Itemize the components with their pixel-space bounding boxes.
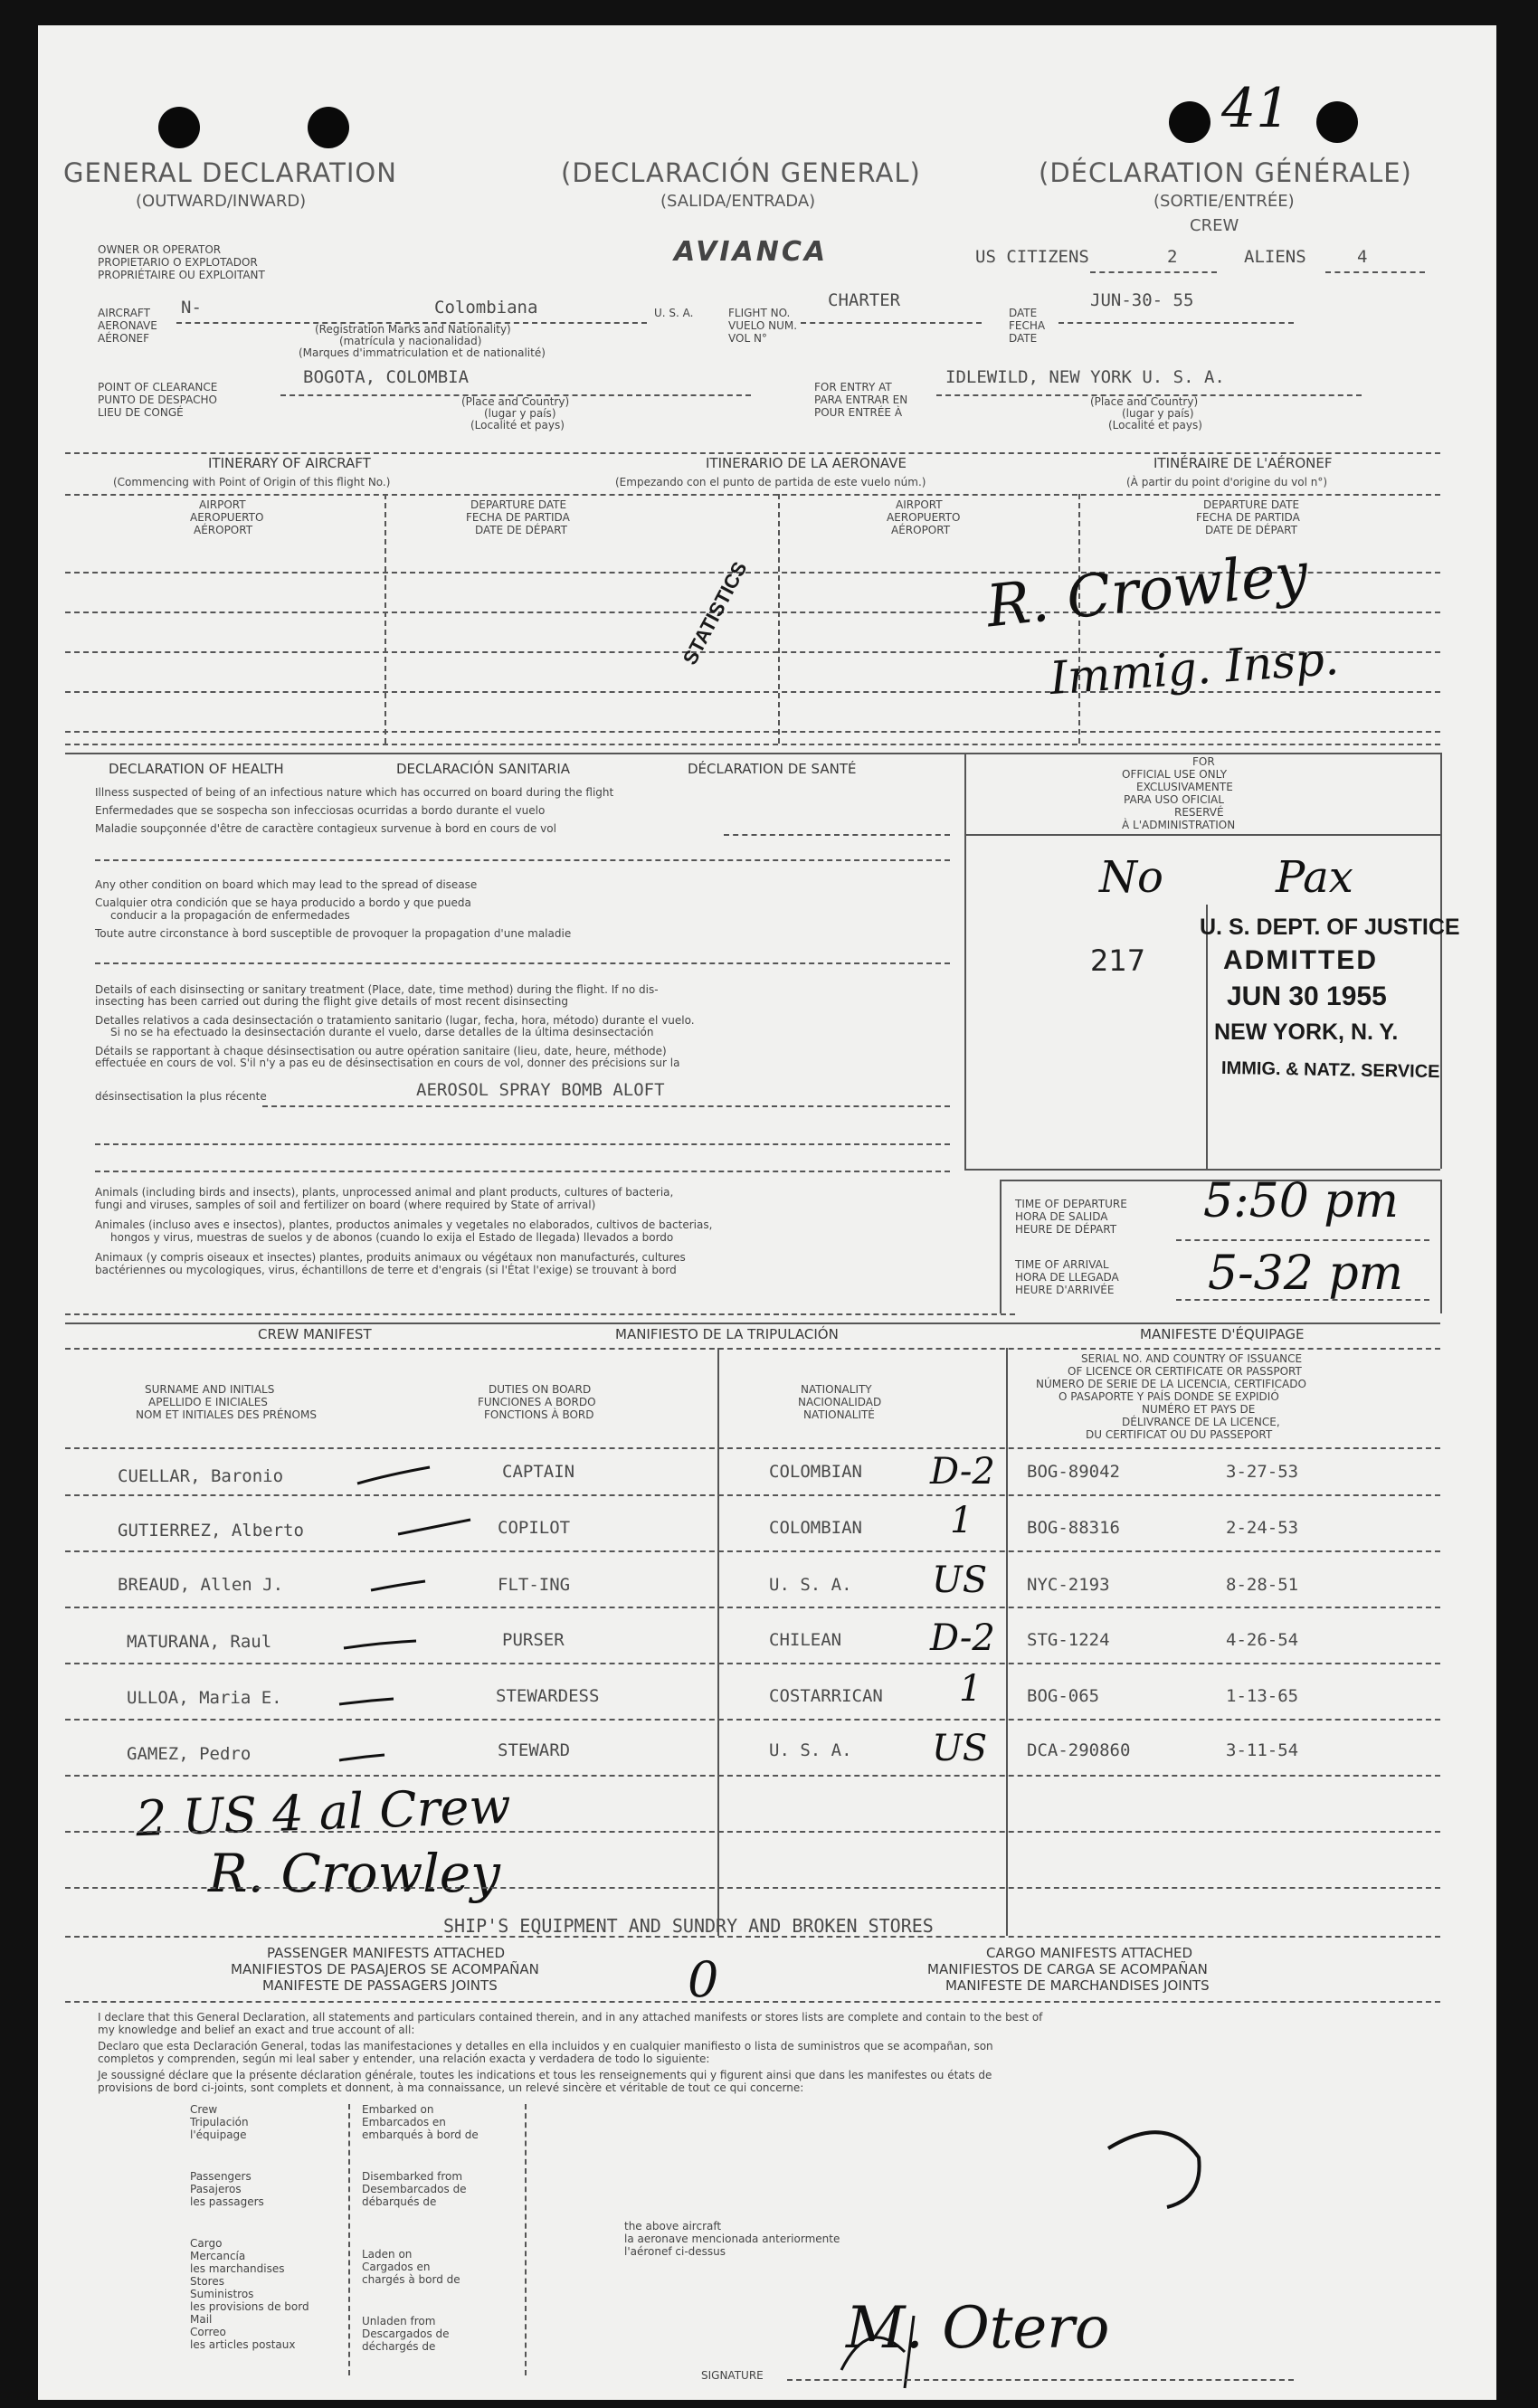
operator-label-es: PROPIETARIO O EXPLOTADOR <box>98 256 258 269</box>
crew-mark: 1 <box>950 1500 973 1541</box>
itin-airport-3: AÉROPORT <box>194 524 253 536</box>
aircraft-registration: Colombiana <box>434 298 538 318</box>
pax-label-3: MANIFESTE DE PASSAGERS JOINTS <box>262 1977 498 1994</box>
reg-note-fr: (Marques d'immatriculation et de nationalité) <box>299 346 546 359</box>
flight-value: CHARTER <box>828 290 901 310</box>
stamp-date: JUN 30 1955 <box>1227 981 1387 1011</box>
col-name-3: NOM ET INITIALES DES PRÉNOMS <box>136 1408 317 1421</box>
crew-licence-date: 3-11-54 <box>1226 1740 1299 1760</box>
itinerary-note-en: (Commencing with Point of Origin of this flight No.) <box>113 476 391 488</box>
crew-licence: BOG-89042 <box>1027 1462 1120 1482</box>
subtitle-en: (OUTWARD/INWARD) <box>136 192 307 211</box>
other-fr: Toute autre circonstance à bord susceptible de provoquer la propagation d'une maladie <box>95 927 572 940</box>
itinerary-title-fr: ITINÉRAIRE DE L'AÉRONEF <box>1154 455 1333 471</box>
official-line-6: À L'ADMINISTRATION <box>1122 819 1236 831</box>
crew-mark: D-2 <box>930 1451 995 1493</box>
decl-en2: my knowledge and belief an exact and true account of all: <box>98 2024 415 2036</box>
health-title-es: DECLARACIÓN SANITARIA <box>396 761 571 777</box>
itinerary-note-es: (Empezando con el punto de partida de este vuelo núm.) <box>615 476 926 488</box>
clearance-label-fr: LIEU DE CONGÉ <box>98 406 184 419</box>
clearance-place-note-es: (lugar y país) <box>484 407 556 420</box>
crew-nationality: COLOMBIAN <box>769 1462 862 1482</box>
cargo-label-2: MANIFIESTOS DE CARGA SE ACOMPAÑAN <box>927 1961 1208 1977</box>
decl-es: Declaro que esta Declaración General, todas las manifestaciones y detalles en ella incluidos y en cualquier manifiesto o lista de suministros que se acompañan, son <box>98 2040 993 2052</box>
col-duty-3: FONCTIONS À BORD <box>484 1408 594 1421</box>
dis-fr: Détails se rapportant à chaque désinsectisation ou autre opération sanitaire (lieu, date, heure, méthode) <box>95 1045 667 1057</box>
title-en: GENERAL DECLARATION <box>63 157 397 188</box>
decl-aircraft-2: la aeronave mencionada anteriormente <box>624 2233 840 2245</box>
dep-label-3: HEURE DE DÉPART <box>1015 1223 1117 1236</box>
decl-fr: Je soussigné déclare que la présente déclaration générale, toutes les indications et tous les renseignements qui y figurent ainsi que dans les manifestes ou états de <box>98 2069 992 2081</box>
entry-place-note-es: (lugar y país) <box>1122 407 1194 420</box>
dis-es2: Si no se ha efectuado la desinsectación durante el vuelo, darse detalles de la última desinsectación <box>110 1026 654 1038</box>
clearance-place-note-en: (Place and Country) <box>461 395 570 408</box>
date-value: JUN-30- 55 <box>1090 290 1194 310</box>
us-citizens-label: US CITIZENS <box>975 247 1089 267</box>
decl-aircraft-3: l'aéronef ci-dessus <box>624 2245 726 2258</box>
crew-nationality: COLOMBIAN <box>769 1518 862 1538</box>
illness-en: Illness suspected of being of an infectious nature which has occurred on board during the flight <box>95 786 614 799</box>
crew-mark: D-2 <box>930 1617 995 1659</box>
crew-nationality: U. S. A. <box>769 1575 852 1595</box>
animals-es: Animales (incluso aves e insectos), plantes, productos animales y vegetales no elaborados, cultivos de bacterias, <box>95 1218 713 1231</box>
official-pax: Pax <box>1276 852 1353 903</box>
arrival-time: 5-32 pm <box>1208 1247 1403 1301</box>
crew-nationality: CHILEAN <box>769 1630 842 1650</box>
flight-label-fr: VOL N° <box>728 332 767 345</box>
aliens-value: 4 <box>1357 247 1368 267</box>
cargo-label-3: MANIFESTE DE MARCHANDISES JOINTS <box>945 1977 1210 1994</box>
us-citizens-value: 2 <box>1167 247 1178 267</box>
inspector-title-signature: Immig. Insp. <box>1048 631 1341 706</box>
official-line-1: FOR <box>1192 755 1215 768</box>
arr-label-1: TIME OF ARRIVAL <box>1015 1258 1109 1271</box>
crew-name: BREAUD, Allen J. <box>118 1575 284 1595</box>
dis-es: Detalles relativos a cada desinsectación o tratamiento sanitario (lugar, fecha, hora, método) durante el vuelo. <box>95 1014 695 1027</box>
reg-note-en: (Registration Marks and Nationality) <box>315 323 511 336</box>
crew-licence-date: 4-26-54 <box>1226 1630 1299 1650</box>
clearance-label-en: POINT OF CLEARANCE <box>98 381 218 393</box>
dep-label-2: HORA DE SALIDA <box>1015 1210 1108 1223</box>
aircraft-label-fr: AÉRONEF <box>98 332 150 345</box>
crew-nationality: COSTARRICAN <box>769 1686 883 1706</box>
col-nat-2: NACIONALIDAD <box>798 1396 882 1408</box>
official-no: No <box>1099 852 1163 903</box>
dep-label-1: TIME OF DEPARTURE <box>1015 1198 1127 1210</box>
itin-departure-b-1: DEPARTURE DATE <box>1203 498 1300 511</box>
entry-label-es: PARA ENTRAR EN <box>814 393 908 406</box>
itin-airport-b-1: AIRPORT <box>896 498 943 511</box>
itin-departure-b-2: FECHA DE PARTIDA <box>1196 511 1300 524</box>
flight-label-es: VUELO NUM. <box>728 319 798 332</box>
signature-label: SIGNATURE <box>701 2369 764 2382</box>
crew-licence-date: 8-28-51 <box>1226 1575 1299 1595</box>
pax-label-1: PASSENGER MANIFESTS ATTACHED <box>267 1945 506 1961</box>
col-lic-4: O PASAPORTE Y PAÍS DONDE SE EXPIDIÓ <box>1059 1390 1279 1403</box>
animals-en2: fungi and viruses, samples of soil and fertilizer on board (where required by State of arrival) <box>95 1199 596 1211</box>
statistics-stamp: STATISTICS <box>678 557 752 668</box>
crew-count-note: 2 US 4 al Crew <box>135 1777 512 1848</box>
stamp-dept: U. S. DEPT. OF JUSTICE <box>1200 915 1460 940</box>
entry-place-note-fr: (Localité et pays) <box>1108 419 1202 431</box>
stamp-admitted: ADMITTED <box>1223 945 1378 975</box>
official-line-4: PARA USO OFICIAL <box>1124 793 1224 806</box>
crew-signature: R. Crowley <box>208 1843 500 1904</box>
aircraft-label-en: AIRCRAFT <box>98 307 150 319</box>
dis-en2: insecting has been carried out during the flight give details of most recent disinsecting <box>95 995 568 1008</box>
illness-fr: Maladie soupçonnée d'être de caractère contagieux survenue à bord en cours de vol <box>95 822 556 835</box>
official-line-3: EXCLUSIVAMENTE <box>1136 781 1233 793</box>
us-a-label: U. S. A. <box>654 307 694 319</box>
page-number: 41 <box>1221 77 1291 140</box>
crew-title-fr: MANIFESTE D'ÉQUIPAGE <box>1140 1326 1305 1342</box>
col-lic-6: DÉLIVRANCE DE LA LICENCE, <box>1122 1416 1280 1428</box>
crew-name: CUELLAR, Baronio <box>118 1466 284 1486</box>
col-lic-2: OF LICENCE OR CERTIFICATE OR PASSPORT <box>1068 1365 1302 1378</box>
health-title-en: DECLARATION OF HEALTH <box>109 761 284 777</box>
decl-es2: completos y comprenden, según mi leal saber y entender, una relación exacta y verdadera de todo lo siguiente: <box>98 2052 710 2065</box>
animals-fr2: bactériennes ou mycologiques, virus, échantillons de terre et d'engrais (si l'État l'exige) se trouvant à bord <box>95 1264 677 1276</box>
pax-label-2: MANIFIESTOS DE PASAJEROS SE ACOMPAÑAN <box>231 1961 539 1977</box>
dis-en: Details of each disinsecting or sanitary treatment (Place, date, time method) during the flight. If no dis- <box>95 983 659 996</box>
crew-title-en: CREW MANIFEST <box>258 1326 372 1342</box>
col-lic-3: NÚMERO DE SERIE DE LA LICENCIA, CERTIFICADO <box>1036 1378 1306 1390</box>
inspector-signature: R. Crowley <box>983 540 1312 641</box>
crew-nationality: U. S. A. <box>769 1740 852 1760</box>
crew-mark: US <box>932 1560 988 1601</box>
other-en: Any other condition on board which may lead to the spread of disease <box>95 878 478 891</box>
crew-label: CREW <box>1190 216 1239 235</box>
crew-mark: 1 <box>959 1668 983 1710</box>
declarant-signature: M. Otero <box>846 2295 1110 2362</box>
itin-departure-1: DEPARTURE DATE <box>470 498 567 511</box>
itin-departure-3: DATE DE DÉPART <box>475 524 567 536</box>
other-es: Cualquier otra condición que se haya producido a bordo y que pueda <box>95 896 471 909</box>
operator-label-en: OWNER OR OPERATOR <box>98 243 222 256</box>
date-label-es: FECHA <box>1009 319 1046 332</box>
itin-airport-b-2: AEROPUERTO <box>887 511 961 524</box>
col-lic-1: SERIAL NO. AND COUNTRY OF ISSUANCE <box>1081 1352 1303 1365</box>
crew-duty: PURSER <box>502 1630 565 1650</box>
crew-licence: STG-1224 <box>1027 1630 1110 1650</box>
official-number: 217 <box>1090 943 1146 978</box>
entry-value: IDLEWILD, NEW YORK U. S. A. <box>945 367 1225 387</box>
crew-licence-date: 1-13-65 <box>1226 1686 1299 1706</box>
col-lic-7: DU CERTIFICAT OU DU PASSEPORT <box>1086 1428 1273 1441</box>
title-es: (DECLARACIÓN GENERAL) <box>561 157 921 188</box>
col-lic-5: NUMÉRO ET PAYS DE <box>1142 1403 1256 1416</box>
crew-name: ULLOA, Maria E. <box>127 1688 282 1708</box>
decl-en: I declare that this General Declaration, all statements and particulars contained therein, and in any attached manifests or stores lists are complete and contain to the best of <box>98 2011 1043 2024</box>
crew-licence: DCA-290860 <box>1027 1740 1131 1760</box>
health-title-fr: DÉCLARATION DE SANTÉ <box>688 761 857 777</box>
stamp-service: IMMIG. & NATZ. SERVICE <box>1220 1057 1440 1083</box>
itin-airport-2: AEROPUERTO <box>190 511 264 524</box>
date-label-fr: DATE <box>1009 332 1038 345</box>
crew-duty: FLT-ING <box>498 1575 571 1595</box>
crew-licence: BOG-065 <box>1027 1686 1100 1706</box>
decl-aircraft-1: the above aircraft <box>624 2220 722 2233</box>
col-nat-3: NATIONALITÉ <box>803 1408 875 1421</box>
aliens-label: ALIENS <box>1244 247 1306 267</box>
official-line-5: RESERVÉ <box>1174 806 1224 819</box>
crew-duty: STEWARD <box>498 1740 571 1760</box>
subtitle-es: (SALIDA/ENTRADA) <box>660 192 816 211</box>
col-duty-1: DUTIES ON BOARD <box>489 1383 592 1396</box>
official-line-2: OFFICIAL USE ONLY <box>1122 768 1228 781</box>
illness-es: Enfermedades que se sospecha son infecciosas ocurridas a bordo durante el vuelo <box>95 804 546 817</box>
departure-time: 5:50 pm <box>1203 1174 1399 1228</box>
dis-fr3: désinsectisation la plus récente <box>95 1090 267 1103</box>
decl-fr2: provisions de bord ci-joints, sont complets et donnent, à ma connaissance, un relevé sincère et véritable de tout ce qui concerne: <box>98 2081 804 2094</box>
animals-fr: Animaux (y compris oiseaux et insectes) plantes, produits animaux ou végétaux non manufacturés, cultures <box>95 1251 686 1264</box>
itinerary-title-en: ITINERARY OF AIRCRAFT <box>208 455 371 471</box>
crew-name: GAMEZ, Pedro <box>127 1744 252 1764</box>
clearance-value: BOGOTA, COLOMBIA <box>303 367 470 387</box>
crew-title-es: MANIFIESTO DE LA TRIPULACIÓN <box>615 1326 839 1342</box>
itin-departure-b-3: DATE DE DÉPART <box>1205 524 1297 536</box>
operator-value: AVIANCA <box>674 236 829 268</box>
clearance-place-note-fr: (Localité et pays) <box>470 419 565 431</box>
dis-fr2: effectuée en cours de vol. S'il n'y a pas eu de désinsectisation en cours de vol, donner des précisions sur la <box>95 1057 680 1069</box>
aircraft-label-es: AERONAVE <box>98 319 157 332</box>
crew-licence-date: 3-27-53 <box>1226 1462 1299 1482</box>
title-fr: (DÉCLARATION GÉNÉRALE) <box>1039 157 1412 188</box>
arr-label-2: HORA DE LLEGADA <box>1015 1271 1119 1284</box>
stamp-location: NEW YORK, N. Y. <box>1214 1019 1399 1045</box>
crew-licence-date: 2-24-53 <box>1226 1518 1299 1538</box>
subtitle-fr: (SORTIE/ENTRÉE) <box>1154 192 1295 211</box>
itin-airport-b-3: AÉROPORT <box>891 524 951 536</box>
crew-duty: COPILOT <box>498 1518 571 1538</box>
col-nat-1: NATIONALITY <box>801 1383 872 1396</box>
reg-note-es: (matrícula y nacionalidad) <box>339 335 482 347</box>
crew-licence: NYC-2193 <box>1027 1575 1110 1595</box>
itin-airport-1: AIRPORT <box>199 498 246 511</box>
itinerary-title-es: ITINERARIO DE LA AERONAVE <box>706 455 907 471</box>
entry-place-note-en: (Place and Country) <box>1090 395 1199 408</box>
disinsection-value: AEROSOL SPRAY BOMB ALOFT <box>416 1080 665 1100</box>
operator-label-fr: PROPRIÉTAIRE OU EXPLOITANT <box>98 269 265 281</box>
ship-stores-title: SHIP'S EQUIPMENT AND SUNDRY AND BROKEN STORES <box>443 1915 934 1937</box>
clearance-label-es: PUNTO DE DESPACHO <box>98 393 217 406</box>
itinerary-note-fr: (À partir du point d'origine du vol n°) <box>1126 476 1328 488</box>
crew-name: GUTIERREZ, Alberto <box>118 1521 304 1541</box>
entry-label-en: FOR ENTRY AT <box>814 381 892 393</box>
entry-label-fr: POUR ENTRÉE À <box>814 406 903 419</box>
other-es2: conducir a la propagación de enfermedades <box>110 909 350 922</box>
crew-licence: BOG-88316 <box>1027 1518 1120 1538</box>
itin-departure-2: FECHA DE PARTIDA <box>466 511 570 524</box>
col-duty-2: FUNCIONES A BORDO <box>478 1396 596 1408</box>
col-name-2: APELLIDO E INICIALES <box>148 1396 268 1408</box>
animals-en: Animals (including birds and insects), plants, unprocessed animal and plant products, cultures of bacteria, <box>95 1186 674 1199</box>
flight-label-en: FLIGHT NO. <box>728 307 791 319</box>
crew-name: MATURANA, Raul <box>127 1632 272 1652</box>
crew-duty: STEWARDESS <box>496 1686 600 1706</box>
date-label-en: DATE <box>1009 307 1038 319</box>
pax-manifest-count: 0 <box>688 1951 719 2008</box>
crew-mark: US <box>932 1728 988 1769</box>
col-name-1: SURNAME AND INITIALS <box>145 1383 275 1396</box>
arr-label-3: HEURE D'ARRIVÉE <box>1015 1284 1115 1296</box>
aircraft-prefix: N- <box>181 298 202 318</box>
crew-duty: CAPTAIN <box>502 1462 575 1482</box>
animals-es2: hongos y virus, muestras de suelos y de abonos (cuando lo exija el Estado de llegada) llevados a bordo <box>110 1231 674 1244</box>
cargo-label-1: CARGO MANIFESTS ATTACHED <box>986 1945 1193 1961</box>
